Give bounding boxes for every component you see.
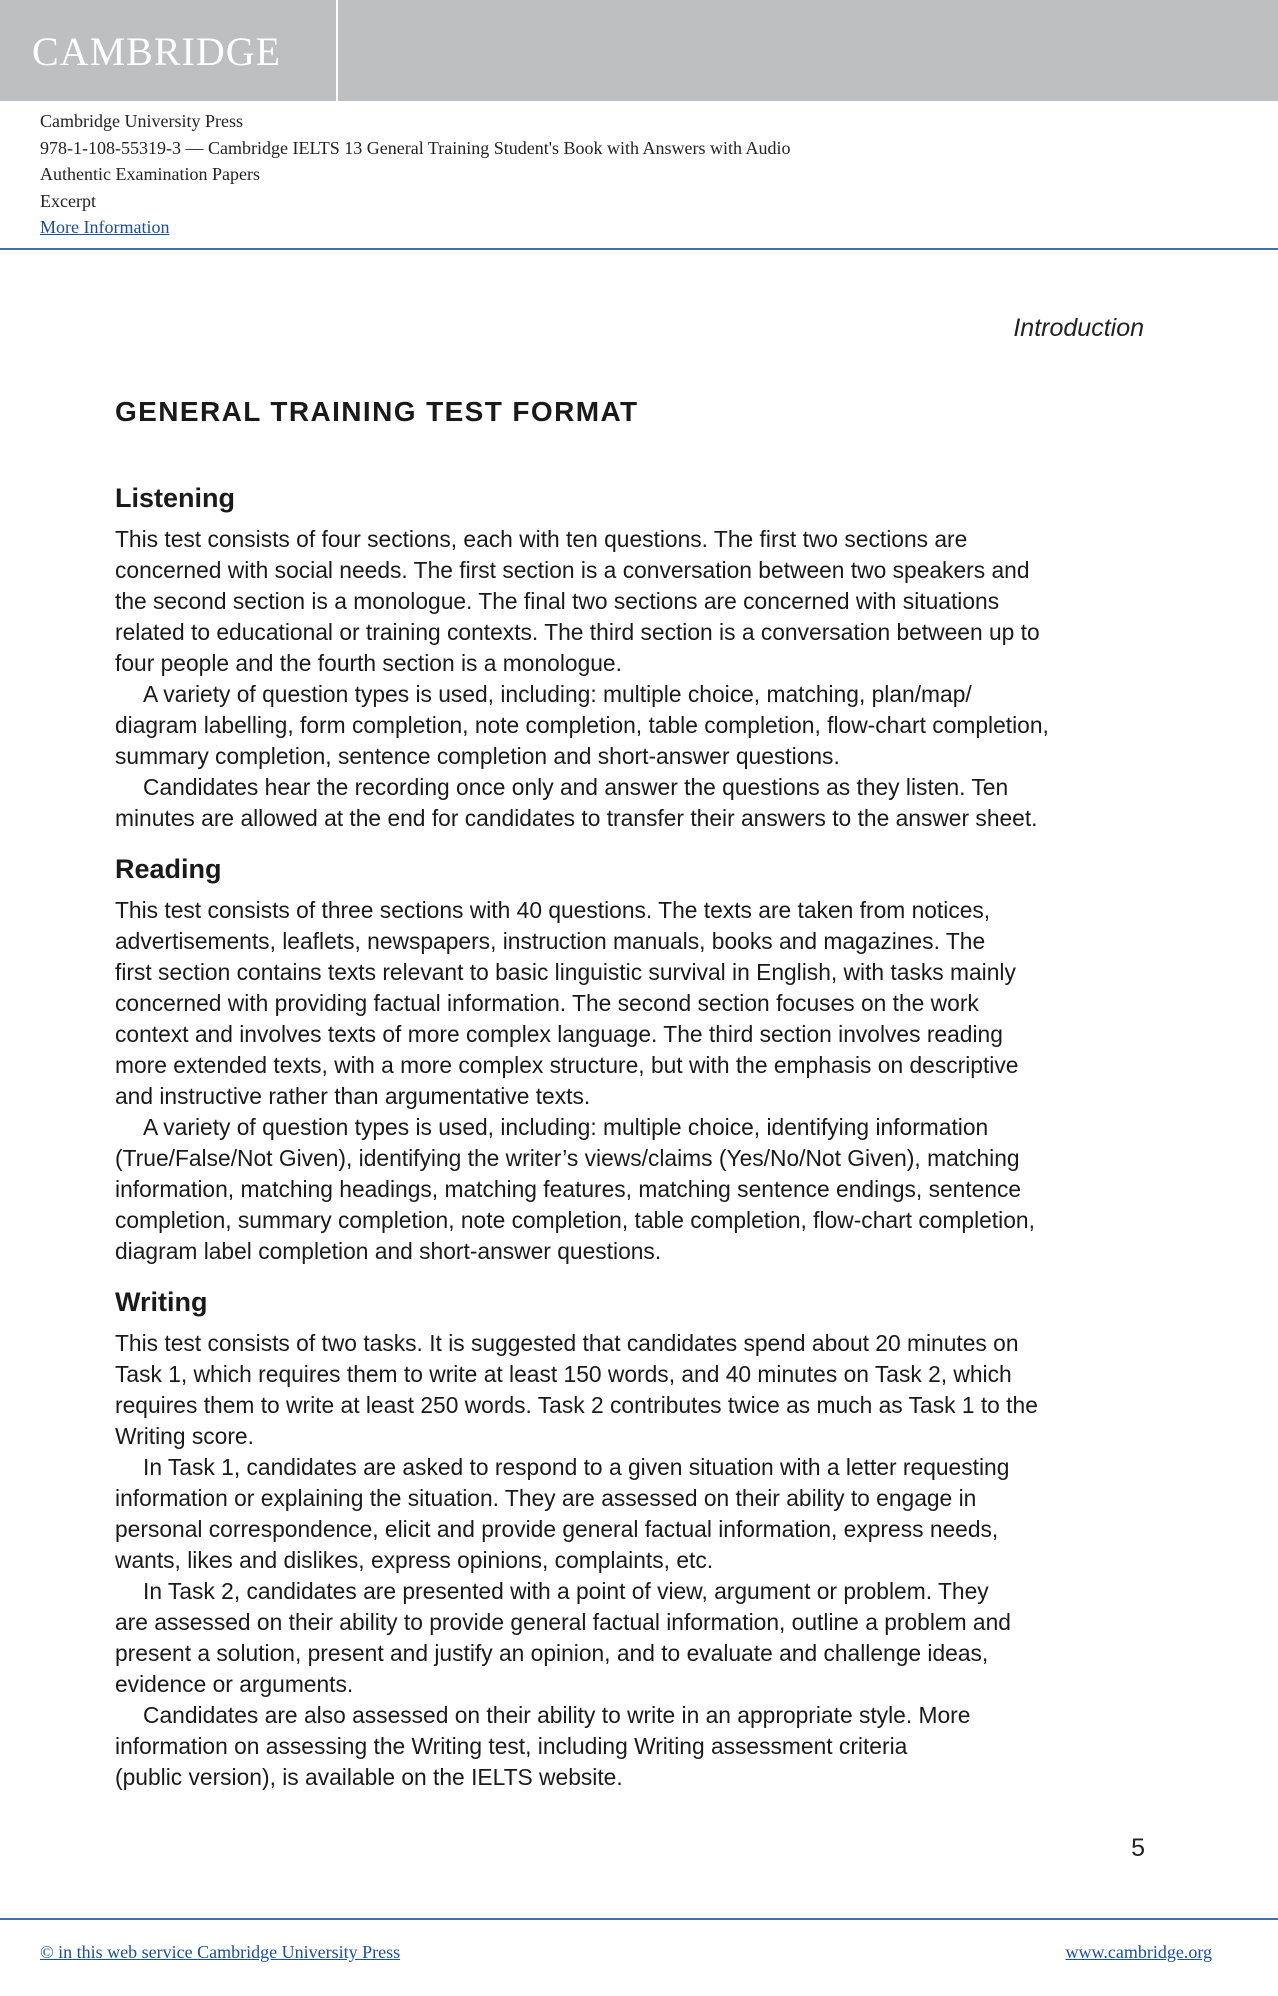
paragraph [115, 1452, 1145, 1576]
text-line: information, matching headings, matching features, matching sentence endings, sentence [115, 1176, 1022, 1202]
running-head: Introduction [1013, 314, 1144, 342]
text-line: This test consists of four sections, each with ten questions. The first two sections are [115, 526, 968, 552]
text-line: summary completion, sentence completion and short-answer questions. [115, 743, 840, 769]
text-line: are assessed on their ability to provide general factual information, outline a problem and [115, 1609, 1011, 1635]
book-subtitle: Authentic Examination Papers [40, 164, 260, 184]
text-line: concerned with providing factual information. The second section focuses on the work [115, 990, 979, 1016]
paragraph [115, 1576, 1145, 1700]
text-line: context and involves texts of more complex language. The third section involves reading [115, 1021, 1003, 1047]
text-line: This test consists of three sections with 40 questions. The texts are taken from notices, [115, 897, 991, 923]
text-line: Writing score. [115, 1423, 254, 1449]
header-divider [336, 0, 338, 101]
cambridge-logo: CAMBRIDGE [32, 29, 282, 74]
header-band [0, 0, 1278, 101]
text-line: completion, summary completion, note completion, table completion, flow-chart completion, [115, 1207, 1035, 1233]
website-link[interactable]: www.cambridge.org [1065, 1942, 1212, 1962]
section-listening [115, 478, 1145, 834]
text-line: four people and the fourth section is a monologue. [115, 650, 622, 676]
text-line: In Task 1, candidates are asked to respond to a given situation with a letter requesting [143, 1454, 1010, 1480]
paragraph [115, 1700, 1145, 1793]
excerpt-label: Excerpt [40, 190, 96, 211]
text-line: information or explaining the situation. They are assessed on their ability to engage in [115, 1485, 977, 1511]
copyright-link[interactable]: © in this web service Cambridge University Press [40, 1942, 401, 1962]
text-line: This test consists of two tasks. It is suggested that candidates spend about 20 minutes on [115, 1330, 1019, 1356]
text-line: first section contains texts relevant to basic linguistic survival in English, with tasks mainly [115, 959, 1016, 985]
text-line: more extended texts, with a more complex structure, but with the emphasis on descriptive [115, 1052, 1019, 1078]
text-line: minutes are allowed at the end for candidates to transfer their answers to the answer sheet. [115, 805, 1038, 831]
section-heading: Writing [115, 1287, 208, 1317]
page-content [115, 478, 1145, 1793]
publisher-name: Cambridge University Press [40, 111, 243, 131]
footer-rule [0, 1918, 1278, 1920]
text-line: wants, likes and dislikes, express opinions, complaints, etc. [115, 1547, 714, 1573]
paragraph [115, 1112, 1145, 1267]
text-line: the second section is a monologue. The final two sections are concerned with situations [115, 588, 1000, 614]
more-information-link[interactable]: More Information [40, 217, 170, 237]
paragraph [115, 772, 1145, 834]
text-line: diagram label completion and short-answer questions. [115, 1238, 662, 1264]
header-rule [0, 248, 1278, 250]
section-reading [115, 849, 1145, 1267]
section-heading: Reading [115, 854, 222, 884]
text-line: and instructive rather than argumentative texts. [115, 1083, 591, 1109]
book-metadata [40, 108, 791, 241]
text-line: personal correspondence, elicit and provide general factual information, express needs, [115, 1516, 999, 1542]
paragraph [115, 524, 1145, 679]
text-line: In Task 2, candidates are presented with a point of view, argument or problem. They [143, 1578, 989, 1604]
text-line: information on assessing the Writing test, including Writing assessment criteria [115, 1733, 908, 1759]
text-line: present a solution, present and justify an opinion, and to evaluate and challenge ideas, [115, 1640, 989, 1666]
text-line: related to educational or training contexts. The third section is a conversation between up to [115, 619, 1040, 645]
text-line: (True/False/Not Given), identifying the writer’s views/claims (Yes/No/Not Given), matching [115, 1145, 1020, 1171]
text-line: diagram labelling, form completion, note completion, table completion, flow-chart completion, [115, 712, 1049, 738]
paragraph [115, 679, 1145, 772]
page-number: 5 [1131, 1834, 1145, 1862]
text-line: (public version), is available on the IELTS website. [115, 1764, 623, 1790]
section-writing [115, 1282, 1145, 1793]
text-line: concerned with social needs. The first section is a conversation between two speakers and [115, 557, 1030, 583]
paragraph [115, 1328, 1145, 1452]
page-title: GENERAL TRAINING TEST FORMAT [115, 396, 639, 427]
text-line: evidence or arguments. [115, 1671, 354, 1697]
text-line: A variety of question types is used, including: multiple choice, matching, plan/map/ [143, 681, 972, 707]
text-line: Task 1, which requires them to write at least 150 words, and 40 minutes on Task 2, which [115, 1361, 1012, 1387]
paragraph [115, 895, 1145, 1112]
text-line: A variety of question types is used, including: multiple choice, identifying information [143, 1114, 989, 1140]
isbn-title: 978-1-108-55319-3 — Cambridge IELTS 13 General Training Student's Book with Answers with Audio [40, 137, 791, 158]
text-line: requires them to write at least 250 words. Task 2 contributes twice as much as Task 1 to the [115, 1392, 1038, 1418]
text-line: Candidates hear the recording once only and answer the questions as they listen. Ten [143, 774, 1009, 800]
text-line: Candidates are also assessed on their ability to write in an appropriate style. More [143, 1702, 971, 1728]
section-heading: Listening [115, 483, 235, 513]
text-line: advertisements, leaflets, newspapers, instruction manuals, books and magazines. The [115, 928, 986, 954]
